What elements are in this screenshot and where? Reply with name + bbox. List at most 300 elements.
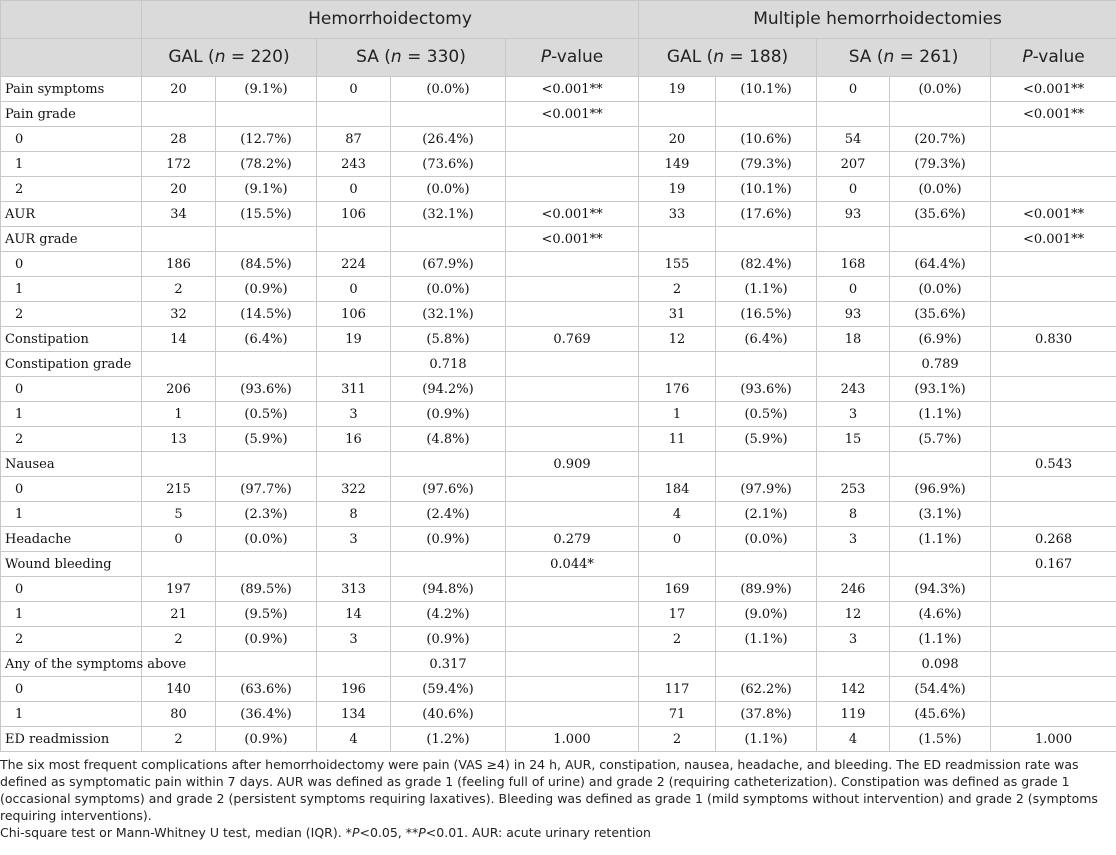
table-cell: 18 (817, 327, 890, 352)
row-label: 0 (1, 577, 142, 602)
table-cell: <0.001** (991, 102, 1116, 127)
table-cell (216, 552, 317, 577)
table-cell: (93.6%) (716, 377, 817, 402)
table-cell (991, 127, 1116, 152)
table-cell: 243 (817, 377, 890, 402)
row-label: Pain grade (1, 102, 142, 127)
table-row (1, 202, 1116, 227)
table-cell: (64.4%) (890, 252, 991, 277)
col-header-p: P (540, 47, 552, 67)
table-cell (991, 352, 1116, 377)
table-cell: (4.8%) (391, 427, 506, 452)
table-row (1, 527, 1116, 552)
table-cell (317, 102, 391, 127)
table-cell: 197 (142, 577, 216, 602)
table-row (1, 477, 1116, 502)
table-cell: 14 (142, 327, 216, 352)
table-cell: (67.9%) (391, 252, 506, 277)
table-cell: 1.000 (506, 727, 639, 752)
header-empty-cell (1, 1, 142, 39)
table-cell: 12 (817, 602, 890, 627)
row-label: Wound bleeding (1, 552, 142, 577)
table-cell: 0.543 (991, 452, 1116, 477)
table-cell: 19 (639, 177, 716, 202)
table-cell: (5.8%) (391, 327, 506, 352)
table-cell (506, 627, 639, 652)
table-cell: 0.167 (991, 552, 1116, 577)
table-cell: 1 (142, 402, 216, 427)
table-cell: (0.9%) (216, 627, 317, 652)
table-cell: 134 (317, 702, 391, 727)
table-row (1, 77, 1116, 102)
table-row (1, 302, 1116, 327)
table-cell: (32.1%) (391, 302, 506, 327)
footnote-text: <0.01. AUR: acute urinary retention (425, 825, 651, 840)
table-cell (991, 477, 1116, 502)
table-cell (506, 602, 639, 627)
table-cell (991, 502, 1116, 527)
table-cell: 20 (142, 77, 216, 102)
table-cell: (79.3%) (890, 152, 991, 177)
table-row (1, 727, 1116, 752)
table-cell: <0.001** (991, 77, 1116, 102)
table-cell: 20 (142, 177, 216, 202)
table-cell: (54.4%) (890, 677, 991, 702)
table-cell: (16.5%) (716, 302, 817, 327)
table-cell: (0.9%) (391, 402, 506, 427)
table-cell: (10.6%) (716, 127, 817, 152)
table-cell (506, 677, 639, 702)
table-cell: (93.6%) (216, 377, 317, 402)
table-cell (716, 102, 817, 127)
table-cell: (14.5%) (216, 302, 317, 327)
group-header-row (1, 1, 1116, 39)
row-label: Pain symptoms (1, 77, 142, 102)
table-cell: 4 (639, 502, 716, 527)
table-cell: (9.5%) (216, 602, 317, 627)
table-cell: (0.5%) (716, 402, 817, 427)
table-cell: (4.6%) (890, 602, 991, 627)
col-header-text: -value (1032, 47, 1085, 67)
table-cell (142, 102, 216, 127)
table-cell: 20 (639, 127, 716, 152)
table-cell: (26.4%) (391, 127, 506, 152)
row-label: 1 (1, 277, 142, 302)
table-cell: (45.6%) (890, 702, 991, 727)
table-cell (317, 352, 391, 377)
table-cell: (78.2%) (216, 152, 317, 177)
table-cell: (97.9%) (716, 477, 817, 502)
table-cell: (0.0%) (391, 277, 506, 302)
col-header-p: P (1022, 47, 1033, 67)
table-cell: 80 (142, 702, 216, 727)
table-cell: (9.1%) (216, 177, 317, 202)
table-cell (639, 452, 716, 477)
table-cell: (35.6%) (890, 202, 991, 227)
table-cell: (89.5%) (216, 577, 317, 602)
table-row (1, 252, 1116, 277)
table-cell (639, 552, 716, 577)
table-cell (506, 277, 639, 302)
table-cell: (15.5%) (216, 202, 317, 227)
row-label: Any of the symptoms above (1, 652, 142, 677)
col-header-text: -value (551, 47, 604, 67)
row-label: Constipation grade (1, 352, 142, 377)
table-cell: (73.6%) (391, 152, 506, 177)
table-row (1, 352, 1116, 377)
table-row (1, 377, 1116, 402)
col-header-n: n (214, 47, 226, 67)
table-cell: 0 (317, 77, 391, 102)
table-cell: 1 (639, 402, 716, 427)
table-cell (991, 577, 1116, 602)
table-cell: (4.2%) (391, 602, 506, 627)
table-cell: 34 (142, 202, 216, 227)
table-cell: (2.3%) (216, 502, 317, 527)
col-header-text: SA ( (848, 47, 884, 67)
table-cell (639, 227, 716, 252)
table-cell: 12 (639, 327, 716, 352)
table-cell: (0.0%) (716, 527, 817, 552)
table-row (1, 327, 1116, 352)
table-cell (991, 302, 1116, 327)
table-cell (639, 652, 716, 677)
row-label: 1 (1, 702, 142, 727)
table-cell: 313 (317, 577, 391, 602)
table-cell (639, 102, 716, 127)
table-cell (716, 227, 817, 252)
table-row (1, 177, 1116, 202)
row-label: 2 (1, 177, 142, 202)
table-cell: <0.001** (506, 102, 639, 127)
table-cell: 207 (817, 152, 890, 177)
table-cell: 31 (639, 302, 716, 327)
table-cell: 0 (817, 277, 890, 302)
table-cell: 54 (817, 127, 890, 152)
table-cell: 2 (639, 277, 716, 302)
col-header-text: = 188) (724, 47, 789, 67)
table-cell: 5 (142, 502, 216, 527)
table-cell: (0.0%) (890, 277, 991, 302)
table-cell: (37.8%) (716, 702, 817, 727)
col-header-pvalue-2 (991, 39, 1116, 77)
table-cell: 0 (817, 177, 890, 202)
table-cell: 0 (639, 527, 716, 552)
col-header-gal-1 (142, 39, 317, 77)
col-header-sa-2 (817, 39, 991, 77)
table-cell: (1.1%) (890, 627, 991, 652)
table-cell: (84.5%) (216, 252, 317, 277)
table-cell: 2 (142, 627, 216, 652)
row-label: 0 (1, 377, 142, 402)
footnote-text: Chi-square test or Mann-Whitney U test, median (IQR). * (0, 825, 352, 840)
table-cell: <0.001** (991, 202, 1116, 227)
table-cell (506, 652, 639, 677)
table-cell (817, 352, 890, 377)
table-body (1, 77, 1116, 752)
table-cell: 155 (639, 252, 716, 277)
table-cell: (0.9%) (391, 527, 506, 552)
table-cell: 93 (817, 302, 890, 327)
table-cell: 322 (317, 477, 391, 502)
table-cell: (1.1%) (890, 402, 991, 427)
table-cell: 0.098 (890, 652, 991, 677)
table-cell (817, 652, 890, 677)
table-cell: (40.6%) (391, 702, 506, 727)
table-cell: (5.7%) (890, 427, 991, 452)
table-cell: (96.9%) (890, 477, 991, 502)
table-cell: 3 (317, 627, 391, 652)
table-cell: (0.9%) (391, 627, 506, 652)
row-label: 1 (1, 402, 142, 427)
table-cell: 0.789 (890, 352, 991, 377)
col-header-n: n (713, 47, 725, 67)
table-cell (391, 552, 506, 577)
table-cell (142, 352, 216, 377)
col-header-n: n (390, 47, 402, 67)
table-cell: (0.0%) (391, 177, 506, 202)
table-cell (506, 502, 639, 527)
table-cell: 32 (142, 302, 216, 327)
table-cell (216, 352, 317, 377)
table-cell: 0.769 (506, 327, 639, 352)
table-cell (991, 402, 1116, 427)
table-cell (506, 152, 639, 177)
table-cell (716, 652, 817, 677)
col-header-sa-1 (317, 39, 506, 77)
table-row (1, 277, 1116, 302)
table-cell: 93 (817, 202, 890, 227)
table-cell: (1.1%) (890, 527, 991, 552)
table-cell: (79.3%) (716, 152, 817, 177)
row-label: Constipation (1, 327, 142, 352)
table-cell: 172 (142, 152, 216, 177)
table-row (1, 577, 1116, 602)
table-cell: 11 (639, 427, 716, 452)
table-cell (716, 452, 817, 477)
table-cell: (1.1%) (716, 277, 817, 302)
table-cell (890, 227, 991, 252)
table-cell: (9.0%) (716, 602, 817, 627)
row-label: 1 (1, 152, 142, 177)
footnote-p: P (351, 825, 360, 840)
table-cell: 4 (317, 727, 391, 752)
row-label: 1 (1, 602, 142, 627)
table-cell (817, 102, 890, 127)
table-cell: 17 (639, 602, 716, 627)
row-label: 0 (1, 252, 142, 277)
table-cell (506, 177, 639, 202)
table-cell: 0.909 (506, 452, 639, 477)
table-row (1, 152, 1116, 177)
col-header-n: n (883, 47, 895, 67)
table-cell (991, 652, 1116, 677)
table-cell: (1.5%) (890, 727, 991, 752)
table-cell: 3 (817, 627, 890, 652)
table-cell: 0.044* (506, 552, 639, 577)
table-cell: 8 (817, 502, 890, 527)
table-cell: (0.0%) (216, 527, 317, 552)
table-cell: 33 (639, 202, 716, 227)
table-cell: (0.0%) (890, 77, 991, 102)
table-cell: 0.830 (991, 327, 1116, 352)
table-cell: (82.4%) (716, 252, 817, 277)
table-cell: 13 (142, 427, 216, 452)
table-cell: 176 (639, 377, 716, 402)
table-cell: (1.2%) (391, 727, 506, 752)
col-header-text: GAL ( (666, 47, 714, 67)
table-cell: 3 (817, 402, 890, 427)
table-cell (991, 252, 1116, 277)
table-cell: 0 (142, 527, 216, 552)
table-cell: (17.6%) (716, 202, 817, 227)
table-cell: (0.0%) (890, 177, 991, 202)
table-cell: <0.001** (506, 77, 639, 102)
table-cell (142, 227, 216, 252)
table-cell: 71 (639, 702, 716, 727)
table-cell: 14 (317, 602, 391, 627)
table-cell: (6.9%) (890, 327, 991, 352)
table-cell: 19 (317, 327, 391, 352)
table-cell: (62.2%) (716, 677, 817, 702)
table-cell: (94.2%) (391, 377, 506, 402)
table-cell (639, 352, 716, 377)
table-cell: 196 (317, 677, 391, 702)
row-label: 1 (1, 502, 142, 527)
table-cell: 106 (317, 202, 391, 227)
table-row (1, 127, 1116, 152)
col-header-gal-2 (639, 39, 817, 77)
table-cell (506, 377, 639, 402)
table-row (1, 227, 1116, 252)
row-label: 0 (1, 677, 142, 702)
row-label: 2 (1, 627, 142, 652)
table-cell (317, 452, 391, 477)
table-cell: 0 (817, 77, 890, 102)
table-cell: (0.9%) (216, 277, 317, 302)
table-cell: (3.1%) (890, 502, 991, 527)
row-label: 2 (1, 302, 142, 327)
table-cell: (12.7%) (216, 127, 317, 152)
table-cell (506, 352, 639, 377)
table-cell: 184 (639, 477, 716, 502)
table-cell (216, 652, 317, 677)
header-empty-cell (1, 39, 142, 77)
table-cell (506, 402, 639, 427)
row-label: AUR grade (1, 227, 142, 252)
table-cell (890, 102, 991, 127)
table-cell: (6.4%) (716, 327, 817, 352)
table-cell: 2 (639, 727, 716, 752)
table-cell: (0.5%) (216, 402, 317, 427)
table-cell: 3 (317, 402, 391, 427)
table-cell (506, 577, 639, 602)
table-cell (317, 552, 391, 577)
table-cell: 0 (317, 277, 391, 302)
table-cell (391, 452, 506, 477)
table-row (1, 627, 1116, 652)
table-cell (216, 452, 317, 477)
table-cell: 106 (317, 302, 391, 327)
table-cell: 142 (817, 677, 890, 702)
table-cell: 168 (817, 252, 890, 277)
table-cell: (6.4%) (216, 327, 317, 352)
table-cell: (32.1%) (391, 202, 506, 227)
table-cell (391, 227, 506, 252)
table-cell: 140 (142, 677, 216, 702)
column-header-row (1, 39, 1116, 77)
table-cell (991, 277, 1116, 302)
table-cell: (36.4%) (216, 702, 317, 727)
table-cell: (89.9%) (716, 577, 817, 602)
table-cell: 3 (317, 527, 391, 552)
table-cell (991, 177, 1116, 202)
table-cell (716, 552, 817, 577)
table-cell: (0.9%) (216, 727, 317, 752)
table-cell: 119 (817, 702, 890, 727)
table-cell (991, 627, 1116, 652)
table-cell: (97.6%) (391, 477, 506, 502)
table-cell (817, 227, 890, 252)
table-row (1, 402, 1116, 427)
table-cell: (10.1%) (716, 177, 817, 202)
footnote-statistics (0, 824, 1116, 841)
table-cell: 215 (142, 477, 216, 502)
table-cell: 117 (639, 677, 716, 702)
row-label: Headache (1, 527, 142, 552)
table-cell: 224 (317, 252, 391, 277)
table-cell (317, 652, 391, 677)
table-cell (506, 702, 639, 727)
table-row (1, 602, 1116, 627)
table-cell: 2 (142, 727, 216, 752)
table-cell (142, 552, 216, 577)
table-cell: 2 (142, 277, 216, 302)
table-cell: 8 (317, 502, 391, 527)
table-cell (890, 452, 991, 477)
table-cell (216, 102, 317, 127)
table-cell: (97.7%) (216, 477, 317, 502)
table-cell: (9.1%) (216, 77, 317, 102)
table-cell: (93.1%) (890, 377, 991, 402)
table-cell: 206 (142, 377, 216, 402)
table-row (1, 702, 1116, 727)
group-header-hemorrhoidectomy: Hemorrhoidectomy (142, 1, 639, 39)
table-row (1, 427, 1116, 452)
table-cell: 0.718 (391, 352, 506, 377)
table-cell: (0.0%) (391, 77, 506, 102)
table-cell: 1.000 (991, 727, 1116, 752)
table-cell: 15 (817, 427, 890, 452)
row-label: AUR (1, 202, 142, 227)
table-row (1, 452, 1116, 477)
table-cell: 0.317 (391, 652, 506, 677)
table-cell: (5.9%) (716, 427, 817, 452)
table-cell: 186 (142, 252, 216, 277)
row-label: Nausea (1, 452, 142, 477)
table-cell: 0.279 (506, 527, 639, 552)
table-cell: (2.1%) (716, 502, 817, 527)
table-cell (890, 552, 991, 577)
table-cell (991, 427, 1116, 452)
table-cell: (20.7%) (890, 127, 991, 152)
table-cell: 0 (317, 177, 391, 202)
table-cell: (63.6%) (216, 677, 317, 702)
table-cell (506, 302, 639, 327)
table-cell (216, 227, 317, 252)
footnote-text: <0.05, ** (359, 825, 419, 840)
table-cell: (10.1%) (716, 77, 817, 102)
